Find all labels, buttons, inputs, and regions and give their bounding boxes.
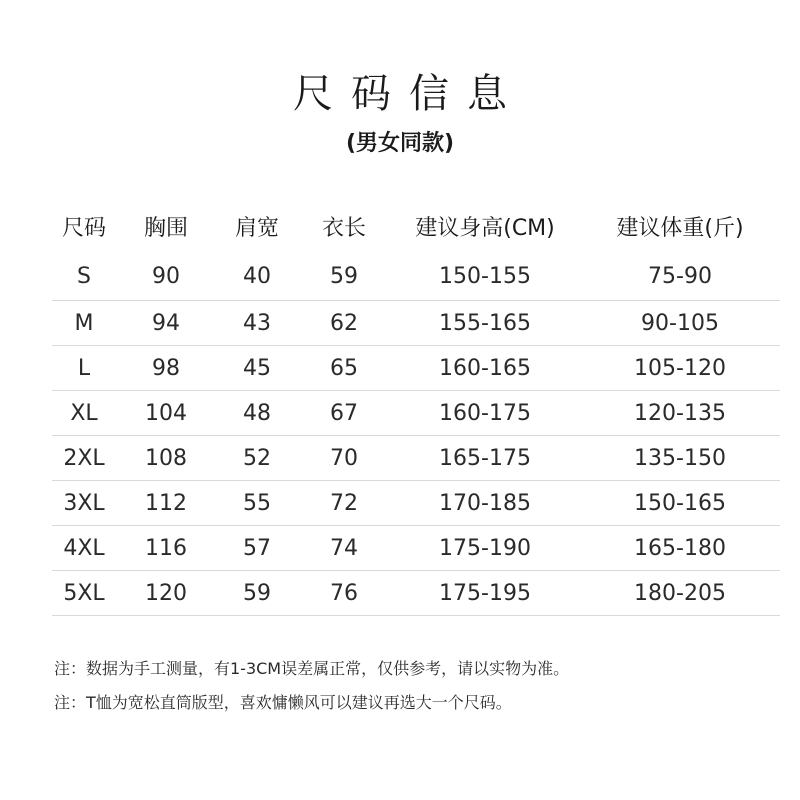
cell-height: 150-155 xyxy=(390,252,580,301)
cell-size: XL xyxy=(52,391,116,436)
cell-height: 155-165 xyxy=(390,301,580,346)
cell-length: 62 xyxy=(298,301,390,346)
note-fit: 注：T恤为宽松直筒版型，喜欢慵懒风可以建议再选大一个尺码。 xyxy=(54,693,512,712)
cell-weight: 135-150 xyxy=(580,436,780,481)
cell-shoulder: 59 xyxy=(216,571,298,616)
cell-weight: 105-120 xyxy=(580,346,780,391)
cell-chest: 108 xyxy=(116,436,216,481)
cell-weight: 75-90 xyxy=(580,252,780,301)
cell-size: 3XL xyxy=(52,481,116,526)
cell-height: 175-190 xyxy=(390,526,580,571)
cell-weight: 150-165 xyxy=(580,481,780,526)
cell-chest: 120 xyxy=(116,571,216,616)
header-chest: 胸围 xyxy=(143,215,188,241)
table-row xyxy=(52,346,780,391)
cell-height: 160-175 xyxy=(390,391,580,436)
header-length: 衣长 xyxy=(321,215,366,241)
cell-weight: 120-135 xyxy=(580,391,780,436)
cell-length: 70 xyxy=(298,436,390,481)
cell-length: 59 xyxy=(298,252,390,301)
cell-chest: 90 xyxy=(116,252,216,301)
cell-height: 165-175 xyxy=(390,436,580,481)
cell-length: 67 xyxy=(298,391,390,436)
cell-weight: 165-180 xyxy=(580,526,780,571)
header-size: 尺码 xyxy=(61,215,106,241)
cell-size: 2XL xyxy=(52,436,116,481)
cell-shoulder: 48 xyxy=(216,391,298,436)
cell-shoulder: 52 xyxy=(216,436,298,481)
cell-chest: 112 xyxy=(116,481,216,526)
table-row xyxy=(52,436,780,481)
cell-length: 65 xyxy=(298,346,390,391)
cell-height: 175-195 xyxy=(390,571,580,616)
cell-chest: 98 xyxy=(116,346,216,391)
table-row xyxy=(52,301,780,346)
cell-size: 4XL xyxy=(52,526,116,571)
cell-length: 72 xyxy=(298,481,390,526)
cell-chest: 104 xyxy=(116,391,216,436)
notes xyxy=(54,652,784,720)
header-height: 建议身高(CM) xyxy=(415,215,555,241)
table-row xyxy=(52,481,780,526)
cell-size: 5XL xyxy=(52,571,116,616)
cell-size: L xyxy=(52,346,116,391)
size-table xyxy=(52,200,780,616)
cell-shoulder: 40 xyxy=(216,252,298,301)
cell-size: M xyxy=(52,301,116,346)
cell-length: 76 xyxy=(298,571,390,616)
cell-weight: 180-205 xyxy=(580,571,780,616)
cell-weight: 90-105 xyxy=(580,301,780,346)
cell-length: 74 xyxy=(298,526,390,571)
header-weight: 建议体重(斤) xyxy=(616,215,744,241)
table-row xyxy=(52,391,780,436)
table-row xyxy=(52,252,780,301)
cell-height: 160-165 xyxy=(390,346,580,391)
cell-size: S xyxy=(52,252,116,301)
cell-shoulder: 55 xyxy=(216,481,298,526)
table-row xyxy=(52,571,780,616)
note-measurement: 注：数据为手工测量，有1-3CM误差属正常，仅供参考，请以实物为准。 xyxy=(54,659,570,678)
table-row xyxy=(52,526,780,571)
table-header-row xyxy=(52,200,780,252)
cell-shoulder: 43 xyxy=(216,301,298,346)
header-shoulder: 肩宽 xyxy=(234,215,279,241)
page-title: 尺码信息 xyxy=(293,71,525,117)
cell-chest: 94 xyxy=(116,301,216,346)
cell-shoulder: 57 xyxy=(216,526,298,571)
cell-chest: 116 xyxy=(116,526,216,571)
cell-height: 170-185 xyxy=(390,481,580,526)
cell-shoulder: 45 xyxy=(216,346,298,391)
page-subtitle: (男女同款) xyxy=(345,131,455,156)
